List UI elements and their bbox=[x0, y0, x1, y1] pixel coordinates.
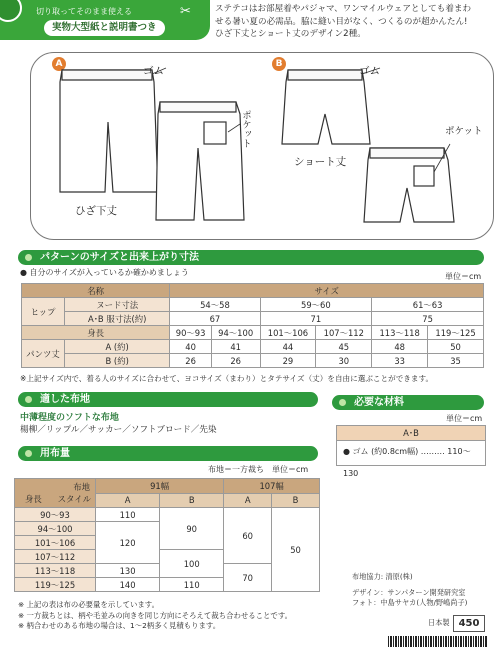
row-head: 113～118 bbox=[15, 564, 96, 578]
fabric-section-header bbox=[18, 392, 318, 407]
pattern-number: 450 bbox=[453, 615, 485, 632]
row-head: パンツ丈 bbox=[22, 340, 65, 368]
cell: 50 bbox=[272, 508, 320, 592]
usage-table bbox=[14, 478, 320, 592]
cell: 140 bbox=[96, 578, 160, 592]
material-head: A･B bbox=[337, 426, 485, 441]
cell: 110 bbox=[160, 578, 224, 592]
cell: 33 bbox=[372, 354, 428, 368]
intro-line: せる暑い夏の必需品。脇に縫い目がなく、つくるのが超かんたん! bbox=[215, 16, 468, 27]
row-head: A･B 服寸法(約) bbox=[65, 312, 170, 326]
usage-note: ※ 上記の表は布の必要量を示しています。 bbox=[18, 600, 159, 609]
fabric-line-2: 楊柳／リップル／サッカー／ソフトブロード／先染 bbox=[20, 425, 217, 435]
cell: 61～63 bbox=[372, 298, 484, 312]
header-cell: A bbox=[224, 493, 272, 508]
pants-a-front bbox=[60, 70, 158, 192]
row-head: B (約) bbox=[65, 354, 170, 368]
intro-line: ひざ下丈とショート丈のデザイン2種。 bbox=[215, 29, 366, 39]
badge-a: A bbox=[52, 57, 66, 71]
scissors-icon: ✂ bbox=[180, 4, 191, 19]
intro-line: ステテコはお部屋着やパジャマ、ワンマイルウェアとしても着まわ bbox=[215, 4, 472, 14]
cell: 75 bbox=[372, 312, 484, 326]
material-unit: 単位＝cm bbox=[446, 414, 483, 423]
cell: 90 bbox=[160, 508, 224, 550]
cell: 59～60 bbox=[260, 298, 372, 312]
usage-note: ※ 一方裁ちとは、柄や毛並みの向きを同じ方向にそろえて裁ち合わせることです。 bbox=[18, 610, 293, 620]
fabric-credit: 布地協力: 清原(株) bbox=[352, 572, 413, 581]
row-head: ヌード寸法 bbox=[65, 298, 170, 312]
style-label: スタイル bbox=[57, 494, 91, 504]
section-title: パターンのサイズと出来上がり寸法 bbox=[40, 252, 199, 263]
pants-b-back bbox=[364, 148, 454, 222]
size-note-bottom: ※上記サイズ内で、着る人のサイズに合わせて、ヨコサイズ（まわり）とタテサイズ（丈）を自由に選ぶことができます。 bbox=[20, 374, 434, 383]
material-table bbox=[336, 425, 486, 478]
cell: 44 bbox=[260, 340, 316, 354]
cell: 107～112 bbox=[316, 326, 372, 340]
pocket-b bbox=[414, 166, 434, 186]
material-item: ● ゴム (約0.8cm幅) ……… 110～130 bbox=[343, 447, 471, 478]
section-title: 適した布地 bbox=[40, 394, 90, 405]
short-label: ショート丈 bbox=[294, 156, 347, 168]
cell: 90～93 bbox=[170, 326, 211, 340]
row-head: ヒップ bbox=[22, 298, 65, 326]
pocket-label-a: ポケット bbox=[240, 110, 251, 148]
cell: 101～106 bbox=[260, 326, 316, 340]
size-unit: 単位＝cm bbox=[445, 272, 482, 281]
hiza-label: ひざ下丈 bbox=[75, 205, 117, 217]
header-cell: B bbox=[272, 493, 320, 508]
pants-a-back bbox=[156, 102, 244, 220]
row-head: 101～106 bbox=[15, 536, 96, 550]
design-credit: デザイン：サンパターン開発研究室 bbox=[352, 588, 466, 597]
row-head: 107～112 bbox=[15, 550, 96, 564]
header-cell: B bbox=[160, 493, 224, 508]
bullet-icon bbox=[25, 450, 32, 457]
row-head: 90～93 bbox=[15, 508, 96, 522]
header-cell: 107幅 bbox=[224, 479, 320, 494]
cell: 70 bbox=[224, 564, 272, 592]
cell: 110 bbox=[96, 508, 160, 522]
bullet-icon bbox=[25, 396, 32, 403]
row-head: 身長 bbox=[22, 326, 170, 340]
row-head: 94～100 bbox=[15, 522, 96, 536]
cell: 113～118 bbox=[372, 326, 428, 340]
cell: 35 bbox=[428, 354, 484, 368]
photo-credit: フォト：中島サヤカ(人物/野嶋尚子) bbox=[352, 598, 468, 607]
header-cell: サイズ bbox=[170, 284, 484, 298]
row-head: 119～125 bbox=[15, 578, 96, 592]
header-cell: 91幅 bbox=[96, 479, 224, 494]
gomu-label-a: ゴム bbox=[143, 65, 164, 77]
cell: 40 bbox=[170, 340, 211, 354]
usage-width-note: 布地＝一方裁ち 単位＝cm bbox=[208, 465, 309, 474]
cell: 26 bbox=[170, 354, 211, 368]
bullet-icon bbox=[339, 399, 346, 406]
fabric-line-1: 中薄程度のソフトな布地 bbox=[20, 413, 119, 423]
cell: 130 bbox=[96, 564, 160, 578]
fabric-width-label: 布地 bbox=[73, 482, 90, 492]
cell: 119～125 bbox=[428, 326, 484, 340]
cell: 67 bbox=[170, 312, 260, 326]
header-cell: 名称 bbox=[22, 284, 170, 298]
barcode bbox=[388, 636, 488, 647]
size-section-header bbox=[18, 250, 484, 265]
pocket-label-b: ポケット bbox=[445, 126, 483, 137]
header-pill: 実物大型紙と説明書つき bbox=[44, 20, 165, 36]
size-table bbox=[21, 283, 484, 368]
cell: 41 bbox=[211, 340, 260, 354]
cell: 45 bbox=[316, 340, 372, 354]
cell: 120 bbox=[96, 522, 160, 564]
usage-section-header bbox=[18, 446, 318, 461]
cell: 26 bbox=[211, 354, 260, 368]
gomu-label-b: ゴム bbox=[359, 65, 380, 77]
size-note-top: ● 自分のサイズが入っているか確かめましょう bbox=[20, 268, 189, 277]
material-section-header bbox=[332, 395, 484, 410]
usage-notes bbox=[18, 600, 292, 632]
usage-note: ※ 柄合わせのある布地の場合は、1～2柄多く見積もります。 bbox=[18, 621, 221, 630]
height-label: 身長 bbox=[25, 494, 42, 504]
bullet-icon bbox=[25, 254, 32, 261]
made-in-japan: 日本製 bbox=[428, 618, 450, 627]
row-head: A (約) bbox=[65, 340, 170, 354]
cell: 100 bbox=[160, 550, 224, 578]
pocket-a bbox=[204, 122, 226, 144]
pants-b-front bbox=[282, 70, 370, 144]
intro-text bbox=[215, 3, 500, 41]
header-cell: A bbox=[96, 493, 160, 508]
section-title: 用布量 bbox=[40, 448, 70, 459]
header-small-text: 切り取ってそのまま使える bbox=[36, 7, 132, 16]
badge-b: B bbox=[272, 57, 286, 71]
usage-corner-cell bbox=[15, 479, 96, 508]
cell: 60 bbox=[224, 508, 272, 564]
cell: 29 bbox=[260, 354, 316, 368]
cell: 30 bbox=[316, 354, 372, 368]
cell: 50 bbox=[428, 340, 484, 354]
cell: 94～100 bbox=[211, 326, 260, 340]
cell: 54～58 bbox=[170, 298, 260, 312]
cell: 71 bbox=[260, 312, 372, 326]
cell: 48 bbox=[372, 340, 428, 354]
section-title: 必要な材料 bbox=[354, 397, 404, 408]
